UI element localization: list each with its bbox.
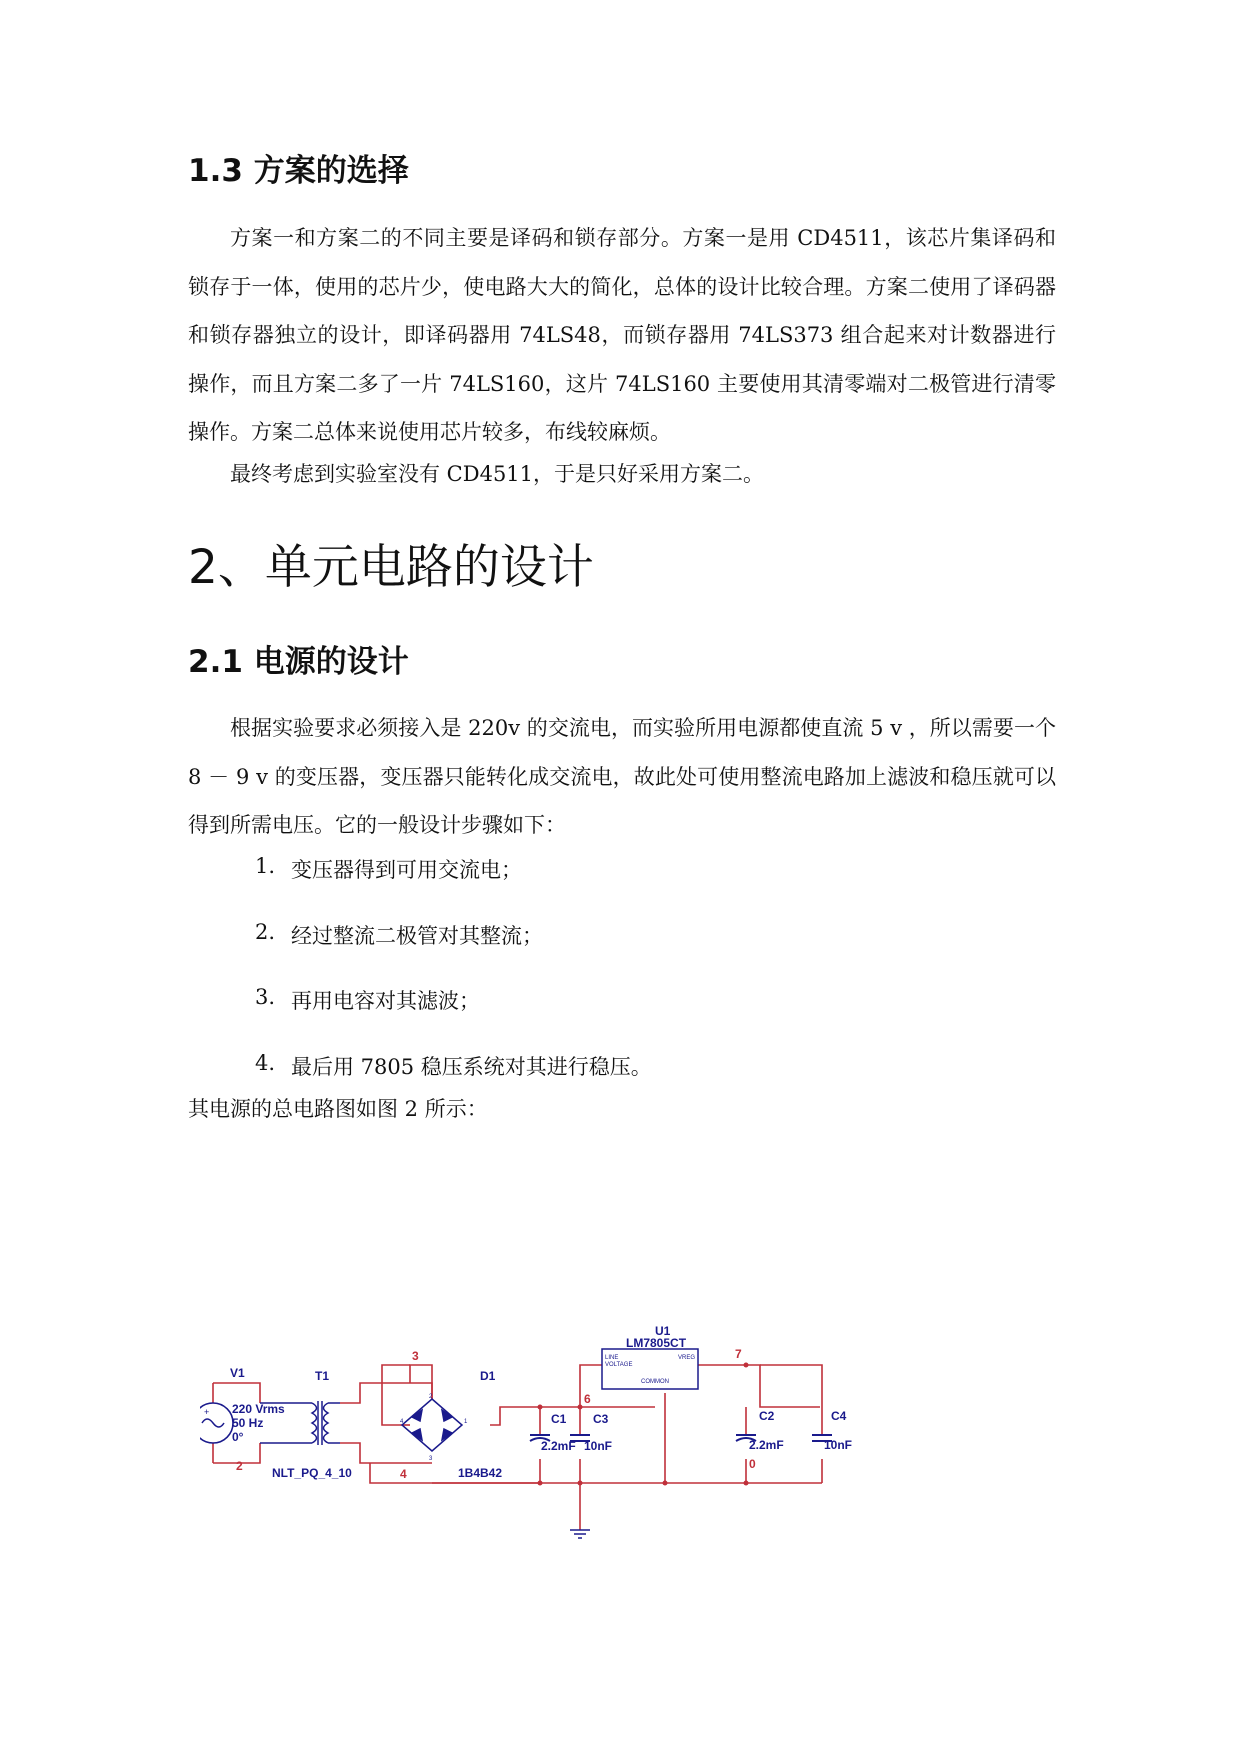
step-number: 1. [255, 854, 276, 878]
paragraph-scheme-comparison: 方案一和方案二的不同主要是译码和锁存部分。方案一是用 CD4511，该芯片集译码和锁存于一体，使用的芯片少，使电路大大的简化，总体的设计比较合理。方案二使用了译码器和锁存器独立的设计，即译码器用 74LS48，而锁存器用 74LS373 组合起来对计数器进行操作，而且方案二多了一片 74LS160，这片 74LS160 主要使用其清零端对二极管进行清零操作。方案二总体来说使用芯片较多，布线较麻烦。 [188, 226, 1056, 444]
list-item [255, 920, 652, 986]
transformer-name: T1 [315, 1369, 330, 1383]
bridge-rectifier-icon [402, 1399, 462, 1451]
c3-name: C3 [593, 1412, 609, 1426]
bridge-pin-right: 1 [464, 1419, 468, 1425]
net-label-6: 6 [584, 1392, 591, 1406]
list-item [255, 854, 652, 920]
net-label-4: 4 [400, 1467, 407, 1481]
paragraph-figure-reference: 其电源的总电路图如图 2 所示： [188, 1097, 488, 1121]
step-number: 4. [255, 1050, 276, 1075]
regulator-line-label: LINE [605, 1355, 619, 1361]
regulator-vreg-label: VREG [678, 1355, 696, 1361]
c3-value: 10nF [584, 1439, 613, 1453]
step-text: 经过整流二极管对其整流； [291, 923, 543, 948]
c2-name: C2 [759, 1409, 775, 1423]
bridge-pin-bottom: 3 [429, 1456, 433, 1462]
svg-text:+: + [204, 1407, 210, 1417]
net-label-3: 3 [412, 1349, 419, 1363]
source-frequency: 50 Hz [232, 1416, 264, 1430]
bridge-model: 1B4B42 [458, 1466, 503, 1480]
chapter-heading-2: 2、单元电路的设计 [188, 540, 594, 595]
net-label-2: 2 [236, 1459, 243, 1473]
step-number: 2. [255, 919, 276, 944]
source-name: V1 [230, 1366, 245, 1380]
power-supply-schematic [200, 1325, 960, 1570]
step-text: 再用电容对其滤波； [291, 989, 480, 1013]
c2-value: 2.2mF [749, 1438, 784, 1452]
step-text: 变压器得到可用交流电； [291, 858, 522, 882]
c1-name: C1 [551, 1412, 567, 1426]
ground-icon [570, 1530, 590, 1538]
source-phase: 0° [232, 1430, 244, 1444]
regulator-common-label: COMMON [641, 1379, 669, 1385]
c4-name: C4 [831, 1409, 847, 1423]
net-label-0: 0 [749, 1457, 756, 1471]
bridge-pin-left: 4 [400, 1419, 404, 1425]
section-heading-1-3: 1.3 方案的选择 [188, 153, 409, 189]
bridge-name: D1 [480, 1369, 496, 1383]
regulator-name: U1 [655, 1325, 671, 1338]
regulator-voltage-label: VOLTAGE [605, 1362, 633, 1368]
wires [213, 1365, 822, 1530]
section-heading-2-1: 2.1 电源的设计 [188, 644, 409, 680]
bridge-pin-top: 2 [429, 1394, 433, 1400]
list-item [255, 985, 652, 1051]
net-label-7: 7 [735, 1347, 742, 1361]
ac-source-icon [200, 1403, 233, 1443]
c1-value: 2.2mF [541, 1439, 576, 1453]
step-number: 3. [255, 985, 276, 1009]
regulator-model: LM7805CT [626, 1336, 687, 1350]
c4-value: 10nF [824, 1438, 853, 1452]
paragraph-scheme-conclusion: 最终考虑到实验室没有 CD4511，于是只好采用方案二。 [230, 462, 765, 486]
design-steps-list [255, 854, 652, 1116]
step-text: 最后用 7805 稳压系统对其进行稳压。 [291, 1054, 652, 1079]
source-voltage: 220 Vrms [232, 1402, 285, 1416]
transformer-model: NLT_PQ_4_10 [272, 1466, 352, 1480]
paragraph-power-requirements: 根据实验要求必须接入是 220v 的交流电，而实验所用电源都使直流 5 v ，所以需要一个 8 － 9 v 的变压器，变压器只能转化成交流电，故此处可使用整流电路加上滤波和稳压就可以得到所需电压。它的一般设计步骤如下： [188, 716, 1056, 837]
